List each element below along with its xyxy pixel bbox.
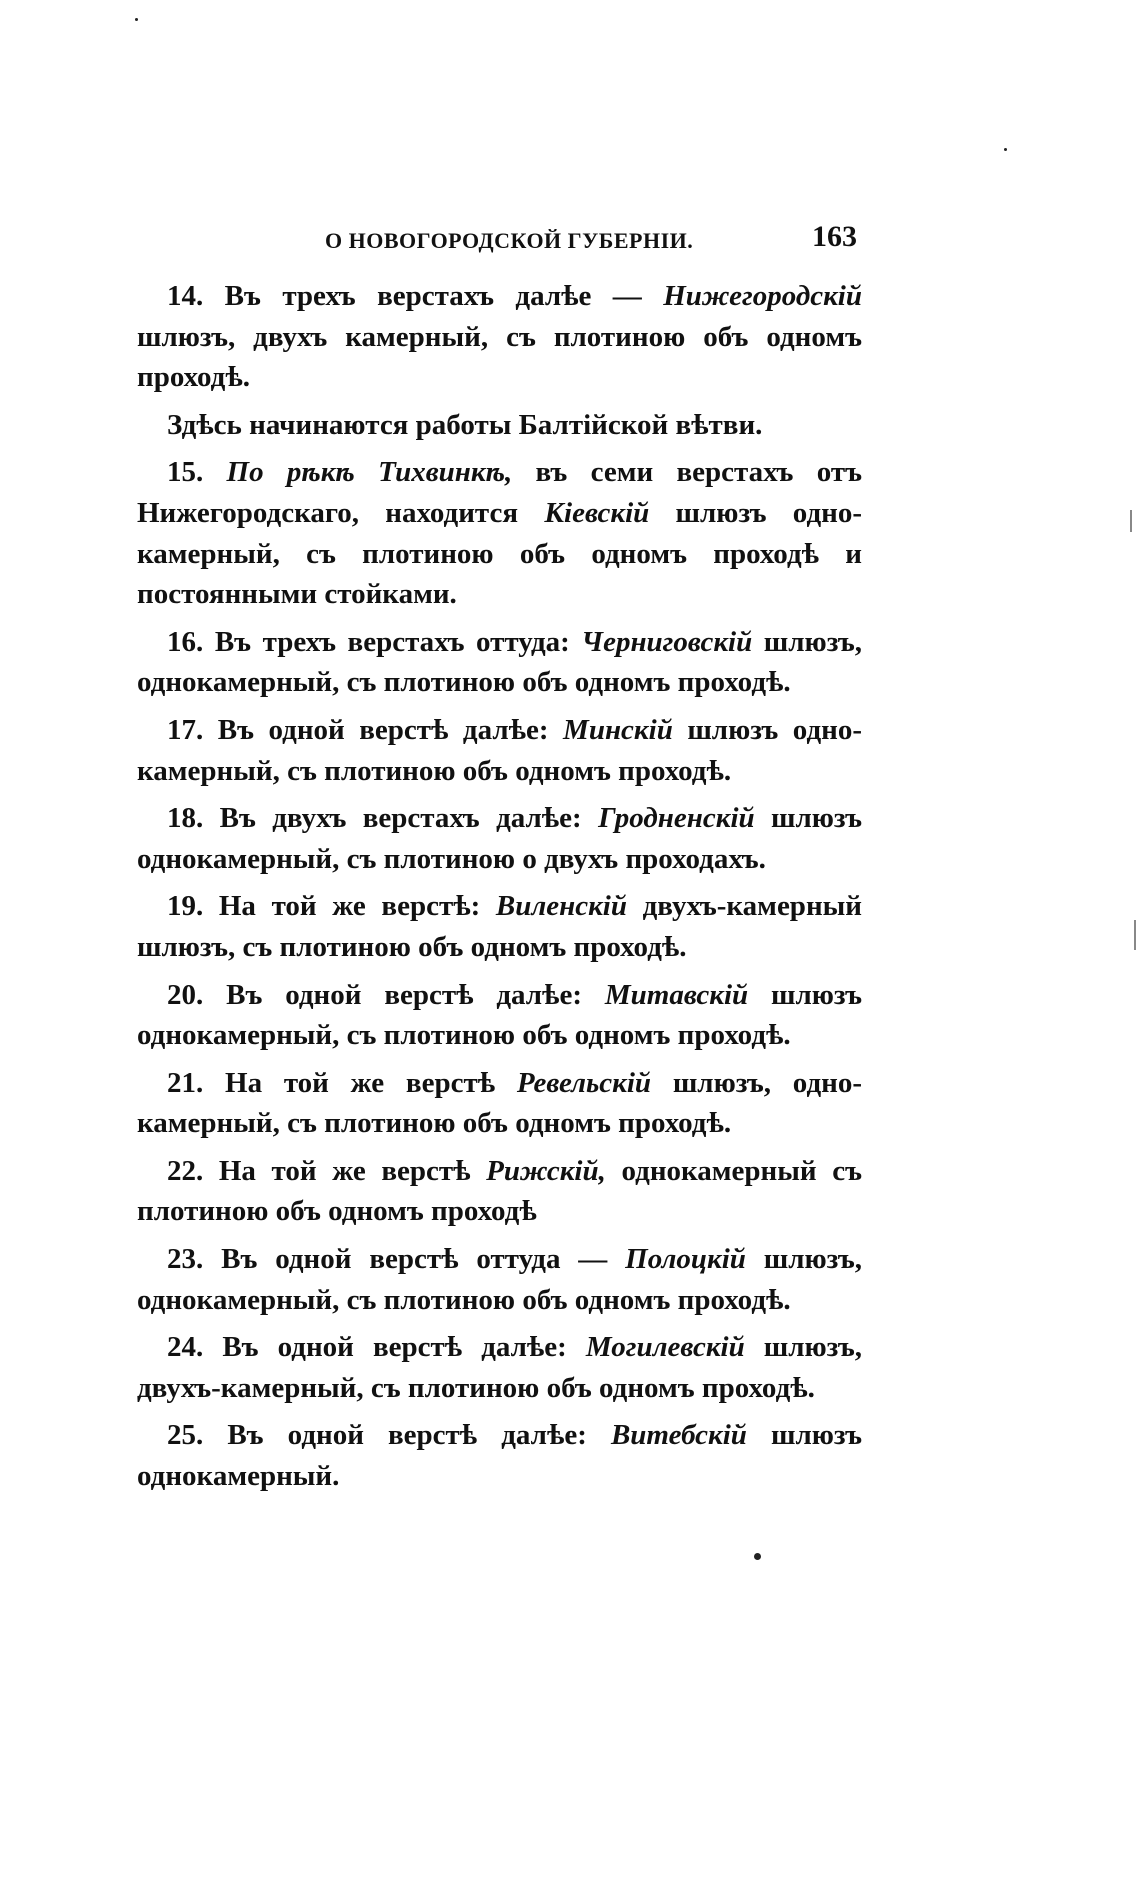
- paragraph: [137, 710, 862, 791]
- lock-name: Кіевскій: [544, 496, 650, 529]
- lock-name: Полоцкій: [625, 1243, 746, 1276]
- paragraph-text: двухъ-камерный шлюзъ, съ плотиною объ одномъ проходѣ.: [137, 890, 862, 963]
- lock-name: Витебскій: [610, 1419, 747, 1452]
- paragraph-text: 21. На той же верстѣ: [167, 1066, 517, 1099]
- paragraph-text: шлюзъ, однокамерный, съ плотиною объ одномъ проходѣ.: [137, 625, 863, 699]
- paragraph: [137, 276, 862, 398]
- paragraph: [137, 1239, 862, 1320]
- running-title: О НОВОГОРОДСКОЙ ГУБЕРНІИ.: [325, 228, 694, 253]
- running-header: [140, 220, 865, 260]
- paragraph-text: 19. На той же верстѣ:: [167, 890, 496, 923]
- paragraph-text: шлюзъ одно-камерный, съ плотиною объ одномъ проходѣ.: [137, 713, 862, 787]
- lock-name: Могилевскій: [585, 1331, 745, 1364]
- paragraph-text: 25. Въ одной верстѣ далѣе:: [167, 1419, 611, 1452]
- lock-name: Нижегородскій: [663, 280, 862, 312]
- paragraph: [137, 405, 862, 446]
- paragraph-text: шлюзъ, однокамерный, съ плотиною объ одномъ проходѣ.: [137, 1243, 862, 1316]
- paragraph: [137, 622, 862, 703]
- paragraph: [137, 1415, 862, 1496]
- paragraph-text: въ семи верстахъ отъ Нижегородскаго, находится: [137, 456, 862, 529]
- paragraph-text: шлюзъ однокамерный, съ плотиною о двухъ проходахъ.: [137, 802, 862, 875]
- body-text: [137, 276, 862, 1497]
- scan-speck: [1004, 148, 1007, 151]
- paragraph: [137, 452, 862, 614]
- scan-mark: [1130, 510, 1132, 532]
- lock-name: Гродненскій: [598, 802, 755, 835]
- lock-name: Ревельскій: [516, 1066, 652, 1099]
- scan-speck: [135, 18, 138, 21]
- paragraph-text: 14. Въ трехъ верстахъ далѣе —: [167, 280, 664, 312]
- paragraph: [137, 1063, 862, 1144]
- paragraph-text: 15.: [167, 456, 227, 489]
- paragraph: [137, 886, 862, 967]
- paragraph-text: 22. На той же верстѣ: [167, 1154, 487, 1187]
- paragraph-text: шлюзъ, двухъ-камерный, съ плотиною объ одномъ проходѣ.: [137, 1331, 862, 1404]
- lock-name: Минскій: [563, 713, 673, 746]
- paragraph-text: Здѣсь начинаются работы Балтійской вѣтви.: [167, 408, 763, 441]
- paragraph-text: 18. Въ двухъ верстахъ далѣе:: [167, 802, 599, 835]
- paragraph-text: 24. Въ одной верстѣ далѣе:: [167, 1331, 586, 1364]
- paragraph-text: однокамерный съ плотиною объ одномъ проходѣ: [137, 1154, 862, 1228]
- lock-name: Митавскій: [604, 978, 749, 1011]
- paragraph-text: 23. Въ одной верстѣ оттуда —: [167, 1243, 626, 1276]
- paragraph: [137, 798, 862, 879]
- page-number: 163: [812, 220, 857, 253]
- paragraph-text: шлюзъ, одно-камерный, съ плотиною объ одномъ проходѣ.: [137, 1066, 863, 1140]
- lock-name: Рижскій,: [486, 1154, 606, 1187]
- paragraph-text: 16. Въ трехъ верстахъ оттуда:: [167, 625, 582, 658]
- paragraph-text: шлюзъ однокамерный, съ плотиною объ одномъ проходѣ.: [137, 978, 862, 1052]
- lock-name: Черниговскій: [581, 625, 753, 658]
- paragraph-text: шлюзъ, двухъ камерный, съ плотиною объ одномъ проходѣ.: [137, 320, 862, 394]
- paragraph: [137, 1327, 862, 1408]
- lock-name: Виленскій: [495, 890, 627, 923]
- paragraph: [137, 975, 862, 1056]
- scan-mark: [1134, 920, 1136, 950]
- paragraph-text: 20. Въ одной верстѣ далѣе:: [167, 978, 605, 1011]
- river-name: По рѣкѣ Тихвинкѣ,: [226, 456, 513, 489]
- scan-speck: [754, 1553, 761, 1560]
- paragraph-text: 17. Въ одной верстѣ далѣе:: [167, 713, 564, 746]
- paragraph-text: шлюзъ одно-камерный, съ плотиною объ одномъ проходѣ и постоянными стойками.: [137, 496, 862, 611]
- paragraph: [137, 1151, 862, 1232]
- paragraph-text: шлюзъ однокамерный.: [137, 1419, 862, 1493]
